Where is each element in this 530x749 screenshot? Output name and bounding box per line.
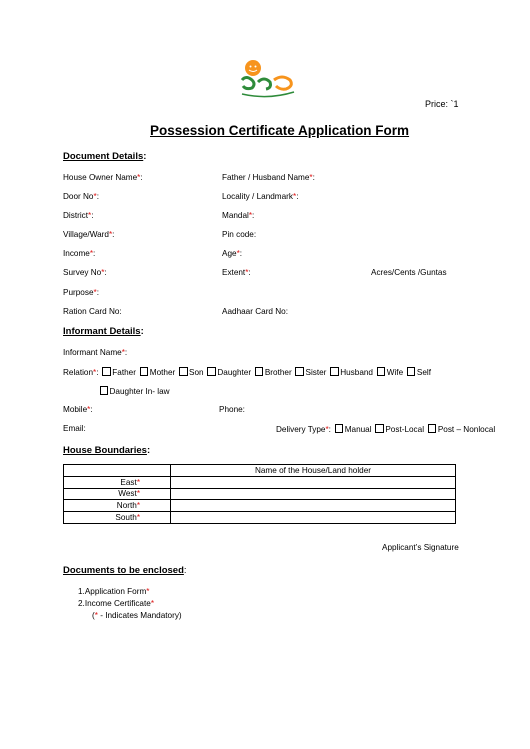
meeseva-logo — [236, 58, 300, 106]
list-item: 1.Application Form* — [78, 587, 150, 596]
relation-checkbox-father[interactable] — [102, 367, 111, 376]
district-field[interactable]: District*: — [63, 211, 94, 220]
table-row — [64, 476, 456, 488]
relation-option-husband: Husband — [340, 368, 373, 377]
house-boundaries-table — [63, 464, 456, 524]
documents-enclosed-heading: Documents to be enclosed: — [63, 565, 187, 576]
relation-checkbox-daughter[interactable] — [207, 367, 216, 376]
boundary-west-input[interactable] — [171, 488, 456, 500]
relation-option-daughter-in-law: Daughter In- law — [109, 387, 170, 396]
ration-card-no-field[interactable]: Ration Card No: — [63, 307, 122, 316]
relation-option-father: Father — [112, 368, 136, 377]
delivery-checkbox-post-nonlocal[interactable] — [428, 424, 437, 433]
table-corner-cell — [64, 465, 171, 477]
relation-label: Relation — [63, 368, 94, 377]
delivery-type-label: Delivery Type — [276, 425, 326, 434]
document-details-heading: Document Details: — [63, 151, 147, 162]
relation-option-brother: Brother — [264, 368, 292, 377]
form-title: Possession Certificate Application Form — [150, 123, 410, 138]
informant-name-field[interactable]: Informant Name*: — [63, 348, 128, 357]
boundary-north-label: North* — [64, 500, 171, 512]
email-field[interactable]: Email: — [63, 424, 86, 433]
house-boundaries-heading: House Boundaries: — [63, 445, 151, 456]
mandal-field[interactable]: Mandal*: — [222, 211, 255, 220]
relation-option-daughter: Daughter — [217, 368, 252, 377]
father-husband-name-field[interactable]: Father / Husband Name*: — [222, 173, 315, 182]
relation-checkbox-husband[interactable] — [330, 367, 339, 376]
delivery-type-row: Delivery Type*: Manual Post-Local Post – Nonlocal — [276, 425, 496, 434]
boundary-north-input[interactable] — [171, 500, 456, 512]
relation-checkbox-sister[interactable] — [295, 367, 304, 376]
purpose-field[interactable]: Purpose*: — [63, 288, 99, 297]
table-header-row — [64, 465, 456, 477]
age-field[interactable]: Age*: — [222, 249, 243, 258]
relation-checkbox-son[interactable] — [179, 367, 188, 376]
relation-option-mother: Mother — [149, 368, 176, 377]
smiley-icon — [245, 60, 261, 76]
phone-field[interactable]: Phone: — [219, 405, 245, 414]
relation-checkbox-brother[interactable] — [255, 367, 264, 376]
mobile-field[interactable]: Mobile*: — [63, 405, 93, 414]
table-row — [64, 500, 456, 512]
boundary-east-label: East* — [64, 476, 171, 488]
boundary-west-label: West* — [64, 488, 171, 500]
applicant-signature-label: Applicant’s Signature — [382, 543, 459, 552]
table-row — [64, 488, 456, 500]
relation-checkbox-daughter-in-law[interactable] — [100, 386, 109, 395]
extent-units-label: Acres/Cents /Guntas — [371, 268, 447, 277]
delivery-checkbox-post-local[interactable] — [375, 424, 384, 433]
extent-field[interactable]: Extent*: — [222, 268, 251, 277]
relation-option-self: Self — [416, 368, 432, 377]
relation-option-son: Son — [189, 368, 204, 377]
aadhaar-card-no-field[interactable]: Aadhaar Card No: — [222, 307, 288, 316]
informant-details-heading: Informant Details: — [63, 326, 144, 337]
relation-row: Relation*: Father Mother Son Daughter Brother Sister Husband Wife Self — [63, 368, 432, 377]
survey-no-field[interactable]: Survey No*: — [63, 268, 107, 277]
list-item: 2.Income Certificate* — [78, 599, 154, 608]
boundary-south-label: South* — [64, 512, 171, 524]
relation-option-sister: Sister — [305, 368, 327, 377]
income-field[interactable]: Income*: — [63, 249, 96, 258]
holder-name-column-header: Name of the House/Land holder — [171, 465, 456, 477]
house-owner-name-field[interactable]: House Owner Name*: — [63, 173, 143, 182]
village-ward-field[interactable]: Village/Ward*: — [63, 230, 115, 239]
relation-checkbox-mother[interactable] — [140, 367, 149, 376]
price-label: Price: `1 — [425, 99, 459, 109]
relation-extra-row — [98, 386, 170, 396]
delivery-checkbox-manual[interactable] — [335, 424, 344, 433]
relation-checkbox-self[interactable] — [407, 367, 416, 376]
locality-landmark-field[interactable]: Locality / Landmark*: — [222, 192, 299, 201]
mandatory-note: (* - Indicates Mandatory) — [92, 611, 182, 620]
door-no-field[interactable]: Door No*: — [63, 192, 99, 201]
relation-option-wife: Wife — [386, 368, 404, 377]
delivery-option-post-local: Post-Local — [385, 425, 425, 434]
pin-code-field[interactable]: Pin code: — [222, 230, 257, 239]
table-row — [64, 512, 456, 524]
delivery-option-post-nonlocal: Post – Nonlocal — [437, 425, 496, 434]
boundary-east-input[interactable] — [171, 476, 456, 488]
relation-checkbox-wife[interactable] — [377, 367, 386, 376]
boundary-south-input[interactable] — [171, 512, 456, 524]
delivery-option-manual: Manual — [344, 425, 372, 434]
